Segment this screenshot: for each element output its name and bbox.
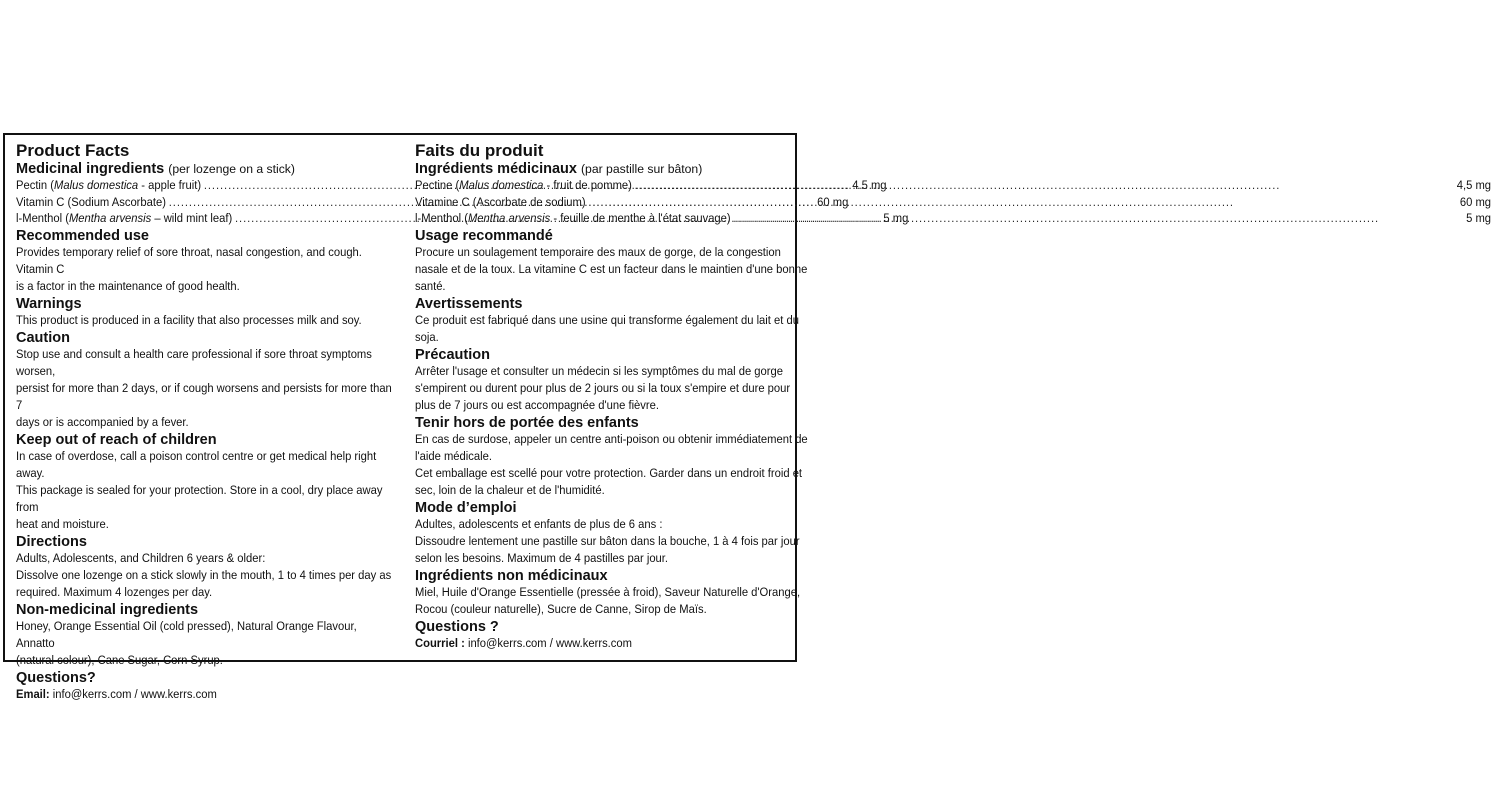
text-line: sec, loin de la chaleur et de l'humidité.	[415, 482, 605, 497]
warnings-heading-fr: Avertissements	[415, 295, 523, 312]
caution-heading-en: Caution	[16, 329, 70, 346]
text-line: days or is accompanied by a fever.	[16, 414, 189, 429]
text-line: Adults, Adolescents, and Children 6 years & older:	[16, 550, 266, 565]
text-line: santé.	[415, 278, 446, 293]
caution-text-fr	[415, 363, 1493, 414]
text-line: Honey, Orange Essential Oil (cold pressed), Natural Orange Flavour, Annatto	[16, 618, 357, 650]
ingredient-amount-en: 5 mg	[883, 211, 909, 225]
ingredients-list-fr	[415, 177, 1493, 227]
medicinal-heading-en	[16, 161, 396, 177]
ingredient-amount-en: 4.5 mg	[852, 178, 887, 192]
text-line: Arrêter l'usage et consulter un médecin si les symptômes du mal de gorge	[415, 363, 783, 378]
text-line: nasale et de la toux. La vitamine C est un facteur dans le maintien d'une bonne	[415, 261, 808, 276]
ingredient-amount-fr: 60 mg	[1459, 194, 1492, 209]
keep-out-text-en	[16, 448, 396, 533]
text-line: l'aide médicale.	[415, 448, 492, 463]
recommended-use-text-en	[16, 244, 396, 295]
text-line: required. Maximum 4 lozenges per day.	[16, 584, 213, 599]
directions-heading-en: Directions	[16, 533, 87, 550]
ingredient-row-fr	[415, 177, 1491, 194]
ingredient-name-fr: Vitamine C (Ascorbate de sodium)	[415, 194, 586, 209]
text-line: is a factor in the maintenance of good health.	[16, 278, 240, 293]
text-line: Stop use and consult a health care professional if sore throat symptoms worsen,	[16, 346, 372, 378]
warnings-text-fr	[415, 312, 1493, 346]
text-line: soja.	[415, 329, 439, 344]
medicinal-heading-fr-text: Ingrédients médicinaux	[415, 161, 577, 177]
non-medicinal-text-en	[16, 618, 396, 669]
text-line: Rocou (couleur naturelle), Sucre de Canne, Sirop de Maïs.	[415, 601, 707, 616]
title-fr: Faits du produit	[415, 141, 544, 160]
text-line: plus de 7 jours ou est accompagnée d'une fièvre.	[415, 397, 659, 412]
medicinal-heading-en-text: Medicinal ingredients	[16, 161, 165, 177]
recommended-use-heading-fr: Usage recommandé	[415, 227, 553, 244]
text-line: persist for more than 2 days, or if cough worsens and persists for more than 7	[16, 380, 392, 412]
text-line: Procure un soulagement temporaire des maux de gorge, de la congestion	[415, 244, 781, 259]
keep-out-text-fr	[415, 431, 1493, 499]
text-line: Adultes, adolescents et enfants de plus de 6 ans :	[415, 516, 663, 531]
text-line: Provides temporary relief of sore throat, nasal congestion, and cough. Vitamin C	[16, 244, 362, 276]
non-medicinal-heading-fr: Ingrédients non médicinaux	[415, 567, 608, 584]
warnings-text-en	[16, 312, 396, 329]
text-line: heat and moisture.	[16, 516, 109, 531]
dot-leader	[733, 210, 1463, 227]
email-label-fr: Courriel :	[415, 635, 465, 650]
caution-heading-fr: Précaution	[415, 346, 490, 363]
ingredient-row-fr	[415, 210, 1491, 227]
email-line-fr	[415, 635, 1491, 652]
caution-text-en	[16, 346, 396, 431]
ingredient-name-fr: l-Menthol (Mentha arvensis - feuille de menthe à l'état sauvage)	[415, 211, 731, 225]
text-line: Dissoudre lentement une pastille sur bâton dans la bouche, 1 à 4 fois par jour	[415, 533, 800, 548]
questions-heading-fr: Questions ?	[415, 618, 499, 635]
ingredient-row-fr	[415, 194, 1491, 211]
ingredient-amount-fr: 4,5 mg	[1456, 178, 1492, 192]
text-line: Dissolve one lozenge on a stick slowly in the mouth, 1 to 4 times per day as	[16, 567, 392, 582]
ingredient-amount-fr: 5 mg	[1466, 211, 1492, 225]
product-facts-panel	[3, 133, 1492, 701]
dot-leader	[635, 177, 1454, 194]
text-line: selon les besoins. Maximum de 4 pastilles par jour.	[415, 550, 669, 565]
keep-out-heading-en: Keep out of reach of children	[16, 431, 217, 448]
keep-out-heading-fr: Tenir hors de portée des enfants	[415, 414, 639, 431]
text-line: En cas de surdose, appeler un centre anti-poison ou obtenir immédiatement de	[415, 431, 808, 446]
text-line: Miel, Huile d'Orange Essentielle (pressée à froid), Saveur Naturelle d'Orange,	[415, 584, 801, 599]
title-en: Product Facts	[16, 141, 130, 160]
ingredient-amount-en: 60 mg	[817, 194, 849, 209]
medicinal-sub-fr: (par pastille sur bâton)	[581, 162, 703, 176]
product-facts-french	[404, 135, 1501, 660]
directions-text-fr	[415, 516, 1493, 567]
ingredient-name-en: l-Menthol (Mentha arvensis – wild mint leaf)	[16, 211, 233, 225]
email-line-en	[16, 686, 395, 703]
ingredient-name-fr: Pectine (Malus domestica - fruit de pomme)	[415, 178, 632, 192]
dot-leader	[588, 194, 1457, 211]
text-line: This product is produced in a facility that also processes milk and soy.	[16, 312, 362, 327]
text-line: (natural colour), Cane Sugar, Corn Syrup.	[16, 652, 223, 667]
text-line: s'empirent ou durent pour plus de 2 jours ou si la toux s'empire et dure pour	[415, 380, 791, 395]
medicinal-heading-fr	[415, 161, 1493, 177]
text-line: Ce produit est fabriqué dans une usine qui transforme également du lait et du	[415, 312, 799, 327]
recommended-use-heading-en: Recommended use	[16, 227, 149, 244]
ingredient-name-en: Vitamin C (Sodium Ascorbate)	[16, 194, 166, 209]
email-value-fr: info@kerrs.com / www.kerrs.com	[464, 635, 632, 650]
text-line: This package is sealed for your protection. Store in a cool, dry place away from	[16, 482, 383, 514]
non-medicinal-heading-en: Non-medicinal ingredients	[16, 601, 199, 618]
text-line: In case of overdose, call a poison control centre or get medical help right away.	[16, 448, 377, 480]
recommended-use-text-fr	[415, 244, 1493, 295]
questions-heading-en: Questions?	[16, 669, 96, 686]
ingredient-name-en: Pectin (Malus domestica - apple fruit)	[16, 178, 202, 192]
email-value-en: info@kerrs.com / www.kerrs.com	[49, 686, 217, 701]
warnings-heading-en: Warnings	[16, 295, 82, 312]
email-label-en: Email:	[16, 686, 50, 701]
non-medicinal-text-fr	[415, 584, 1493, 618]
text-line: Cet emballage est scellé pour votre protection. Garder dans un endroit froid et	[415, 465, 803, 480]
directions-text-en	[16, 550, 396, 601]
directions-heading-fr: Mode d’emploi	[415, 499, 517, 516]
medicinal-sub-en: (per lozenge on a stick)	[168, 162, 295, 176]
